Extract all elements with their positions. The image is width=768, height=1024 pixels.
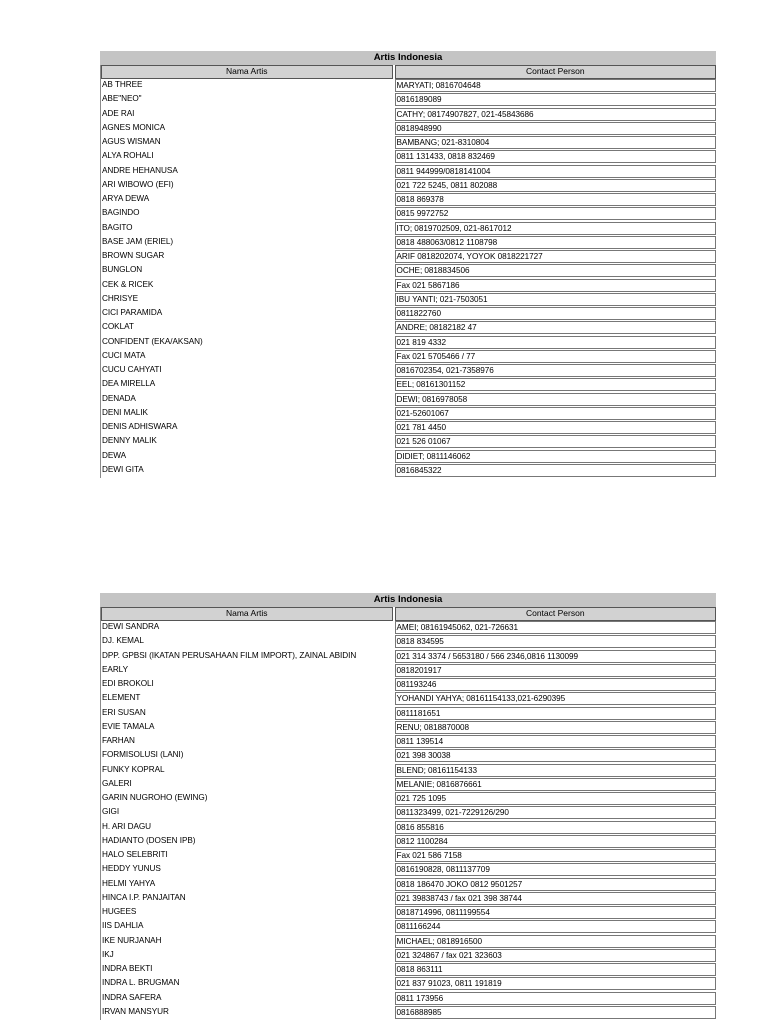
table-body (100, 621, 716, 1020)
contact-person-cell: RENU; 0818870008 (395, 721, 716, 734)
contact-person-cell: OCHE; 0818834506 (395, 264, 716, 277)
contact-person-cell: IBU YANTI; 021-7503051 (395, 293, 716, 306)
table-row (101, 835, 716, 849)
contact-person-cell: 0811 139514 (395, 735, 716, 748)
artist-name-cell: FUNKY KOPRAL (102, 764, 165, 774)
table-row (101, 792, 716, 806)
artist-name-cell: DJ. KEMAL (102, 636, 144, 646)
artist-name-cell: CEK & RICEK (102, 279, 154, 289)
artist-name-cell: ERI SUSAN (102, 707, 146, 717)
table-header-row (100, 65, 716, 79)
artist-name-cell: BUNGLON (102, 265, 143, 275)
contact-person-cell: 0812 1100284 (395, 835, 716, 848)
artist-table-1 (100, 51, 716, 478)
artist-name-cell: DEWI GITA (102, 464, 144, 474)
contact-person-cell: 0811822760 (395, 307, 716, 320)
contact-person-cell: Fax 021 5867186 (395, 279, 716, 292)
table-row (101, 664, 716, 678)
artist-name-cell: AGNES MONICA (102, 122, 166, 132)
table-row (101, 336, 716, 350)
artist-name-cell: FORMISOLUSI (LANI) (102, 750, 184, 760)
contact-person-cell: 021 324867 / fax 021 323603 (395, 949, 716, 962)
table-row (101, 878, 716, 892)
artist-name-cell: DENI MALIK (102, 407, 148, 417)
table-row (101, 407, 716, 421)
table-body (100, 79, 716, 478)
table-row (101, 692, 716, 706)
contact-person-cell: 021 837 91023, 0811 191819 (395, 977, 716, 990)
table-row (101, 863, 716, 877)
artist-name-cell: BAGINDO (102, 208, 140, 218)
artist-name-cell: DENADA (102, 393, 136, 403)
contact-person-cell: 0818 488063/0812 1108798 (395, 236, 716, 249)
artist-name-cell: IIS DAHLIA (102, 921, 144, 931)
contact-person-cell: Fax 021 586 7158 (395, 849, 716, 862)
table-title: Artis Indonesia (100, 51, 716, 65)
contact-person-cell: BAMBANG; 021-8310804 (395, 136, 716, 149)
table-header-row (100, 607, 716, 621)
contact-person-cell: 021 526 01067 (395, 435, 716, 448)
table-row (101, 364, 716, 378)
contact-person-cell: 0816702354, 021-7358976 (395, 364, 716, 377)
contact-person-cell: BLEND; 08161154133 (395, 764, 716, 777)
table-row (101, 977, 716, 991)
contact-person-cell: YOHANDI YAHYA; 08161154133,021-6290395 (395, 692, 716, 705)
table-row (101, 735, 716, 749)
artist-name-cell: GALERI (102, 778, 132, 788)
contact-person-cell: AMEI; 08161945062, 021-726631 (395, 621, 716, 634)
table-row (101, 236, 716, 250)
table-row (101, 350, 716, 364)
contact-person-cell: 021 781 4450 (395, 421, 716, 434)
table-row (101, 321, 716, 335)
contact-person-cell: 0818 863111 (395, 963, 716, 976)
artist-name-cell: HALO SELEBRITI (102, 850, 168, 859)
table-row (101, 421, 716, 435)
contact-person-cell: MELANIE; 0816876661 (395, 778, 716, 791)
artist-name-cell: AGUS WISMAN (102, 137, 161, 146)
table-row (101, 892, 716, 906)
artist-name-cell: INDRA L. BRUGMAN (102, 978, 180, 988)
artist-name-cell: ARYA DEWA (102, 194, 150, 203)
contact-person-cell: 021 722 5245, 0811 802088 (395, 179, 716, 192)
table-row (101, 749, 716, 763)
contact-person-cell: 0818948990 (395, 122, 716, 135)
artist-name-cell: FARHAN (102, 736, 135, 745)
artist-name-cell: DPP. GPBSI (IKATAN PERUSAHAAN FILM IMPORT), ZAINAL ABIDIN (102, 650, 357, 660)
table-row (101, 849, 716, 863)
contact-person-cell: DIDIET; 0811146062 (395, 450, 716, 463)
table-row (101, 222, 716, 236)
table-row (101, 193, 716, 207)
contact-person-cell: 0815 9972752 (395, 207, 716, 220)
contact-person-cell: 0818714996, 0811199554 (395, 906, 716, 919)
contact-person-cell: DEWI; 0816978058 (395, 393, 716, 406)
artist-name-cell: ANDRE HEHANUSA (102, 165, 178, 175)
contact-person-cell: 021 398 30038 (395, 749, 716, 762)
artist-table-2 (100, 593, 716, 1020)
artist-name-cell: CUCI MATA (102, 350, 146, 360)
table-row (101, 650, 716, 664)
table-row (101, 250, 716, 264)
artist-name-cell: HUGEES (102, 907, 137, 916)
contact-person-cell: 0811181651 (395, 707, 716, 720)
column-header-contact-person: Contact Person (395, 607, 716, 621)
table-row (101, 435, 716, 449)
contact-person-cell: 0811 131433, 0818 832469 (395, 150, 716, 163)
table-row (101, 1006, 716, 1020)
artist-name-cell: ABE"NEO" (102, 94, 142, 104)
contact-person-cell: CATHY; 08174907827, 021-45843686 (395, 108, 716, 121)
artist-name-cell: HADIANTO (DOSEN IPB) (102, 835, 196, 845)
table-row (101, 136, 716, 150)
table-row (101, 778, 716, 792)
contact-person-cell: ANDRE; 08182182 47 (395, 321, 716, 334)
contact-person-cell: 0811323499, 021-7229126/290 (395, 806, 716, 819)
artist-name-cell: HINCA I.P. PANJAITAN (102, 892, 186, 902)
contact-person-cell: EEL; 08161301152 (395, 378, 716, 391)
table-row (101, 378, 716, 392)
artist-name-cell: CHRISYE (102, 293, 139, 303)
artist-name-cell: BAGITO (102, 222, 133, 232)
table-row (101, 621, 716, 635)
contact-person-cell: 0816 855816 (395, 821, 716, 834)
artist-name-cell: CICI PARAMIDA (102, 308, 163, 317)
contact-person-cell: 021-52601067 (395, 407, 716, 420)
artist-name-cell: GARIN NUGROHO (EWING) (102, 793, 208, 802)
artist-name-cell: ADE RAI (102, 108, 135, 118)
artist-name-cell: HEDDY YUNUS (102, 864, 161, 874)
table-row (101, 165, 716, 179)
artist-name-cell: BASE JAM (ERIEL) (102, 236, 174, 246)
table-row (101, 108, 716, 122)
artist-name-cell: INDRA SAFERA (102, 992, 162, 1002)
table-row (101, 949, 716, 963)
table-row (101, 707, 716, 721)
table-row (101, 93, 716, 107)
artist-name-cell: GIGI (102, 807, 120, 817)
artist-name-cell: ELEMENT (102, 693, 141, 703)
contact-person-cell: 021 819 4332 (395, 336, 716, 349)
contact-person-cell: 0816888985 (395, 1006, 716, 1019)
table-row (101, 393, 716, 407)
table-row (101, 721, 716, 735)
contact-person-cell: 0816189089 (395, 93, 716, 106)
contact-person-cell: MARYATI; 0816704648 (395, 79, 716, 92)
artist-name-cell: DEWA (102, 450, 127, 460)
artist-name-cell: CONFIDENT (EKA/AKSAN) (102, 336, 203, 346)
artist-name-cell: DEA MIRELLA (102, 379, 156, 389)
contact-person-cell: 0818 186470 JOKO 0812 9501257 (395, 878, 716, 891)
column-header-artist-name: Nama Artis (101, 65, 393, 79)
contact-person-cell: 0816845322 (395, 464, 716, 477)
table-row (101, 207, 716, 221)
artist-name-cell: IRVAN MANSYUR (102, 1006, 169, 1016)
table-row (101, 279, 716, 293)
table-row (101, 992, 716, 1006)
column-header-artist-name: Nama Artis (101, 607, 393, 621)
contact-person-cell: 0818 869378 (395, 193, 716, 206)
contact-person-cell: 0818 834595 (395, 635, 716, 648)
artist-name-cell: EDI BROKOLI (102, 679, 154, 688)
contact-person-cell: 081193246 (395, 678, 716, 691)
table-row (101, 935, 716, 949)
column-header-contact-person: Contact Person (395, 65, 716, 79)
contact-person-cell: 021 314 3374 / 5653180 / 566 2346,0816 1130099 (395, 650, 716, 663)
table-row (101, 450, 716, 464)
contact-person-cell: 0816190828, 0811137709 (395, 863, 716, 876)
contact-person-cell: 0811166244 (395, 920, 716, 933)
table-title: Artis Indonesia (100, 593, 716, 607)
table-row (101, 79, 716, 93)
table-row (101, 678, 716, 692)
artist-name-cell: EVIE TAMALA (102, 721, 155, 731)
artist-name-cell: DENNY MALIK (102, 436, 157, 446)
contact-person-cell: 0818201917 (395, 664, 716, 677)
table-row (101, 179, 716, 193)
table-row (101, 307, 716, 321)
table-row (101, 122, 716, 136)
contact-person-cell: ARIF 0818202074, YOYOK 0818221727 (395, 250, 716, 263)
artist-name-cell: DEWI SANDRA (102, 622, 160, 631)
table-row (101, 821, 716, 835)
artist-name-cell: AB THREE (102, 80, 143, 89)
table-row (101, 264, 716, 278)
artist-name-cell: ARI WIBOWO (EFI) (102, 179, 174, 189)
table-row (101, 464, 716, 478)
table-row (101, 963, 716, 977)
artist-name-cell: CUCU CAHYATI (102, 365, 162, 374)
table-row (101, 150, 716, 164)
artist-name-cell: IKJ (102, 949, 114, 959)
contact-person-cell: Fax 021 5705466 / 77 (395, 350, 716, 363)
artist-name-cell: COKLAT (102, 322, 134, 332)
artist-name-cell: EARLY (102, 664, 128, 674)
table-row (101, 764, 716, 778)
table-row (101, 906, 716, 920)
artist-name-cell: H. ARI DAGU (102, 821, 152, 831)
table-row (101, 806, 716, 820)
contact-person-cell: MICHAEL; 0818916500 (395, 935, 716, 948)
contact-person-cell: 0811 944999/0818141004 (395, 165, 716, 178)
artist-name-cell: DENIS ADHISWARA (102, 422, 178, 431)
table-row (101, 293, 716, 307)
contact-person-cell: ITO; 0819702509, 021-8617012 (395, 222, 716, 235)
artist-name-cell: IKE NURJANAH (102, 935, 162, 945)
artist-name-cell: BROWN SUGAR (102, 251, 165, 260)
artist-name-cell: HELMI YAHYA (102, 878, 156, 888)
artist-name-cell: ALYA ROHALI (102, 151, 154, 161)
contact-person-cell: 021 725 1095 (395, 792, 716, 805)
artist-name-cell: INDRA BEKTI (102, 964, 153, 973)
contact-person-cell: 021 39838743 / fax 021 398 38744 (395, 892, 716, 905)
table-row (101, 635, 716, 649)
table-row (101, 920, 716, 934)
contact-person-cell: 0811 173956 (395, 992, 716, 1005)
